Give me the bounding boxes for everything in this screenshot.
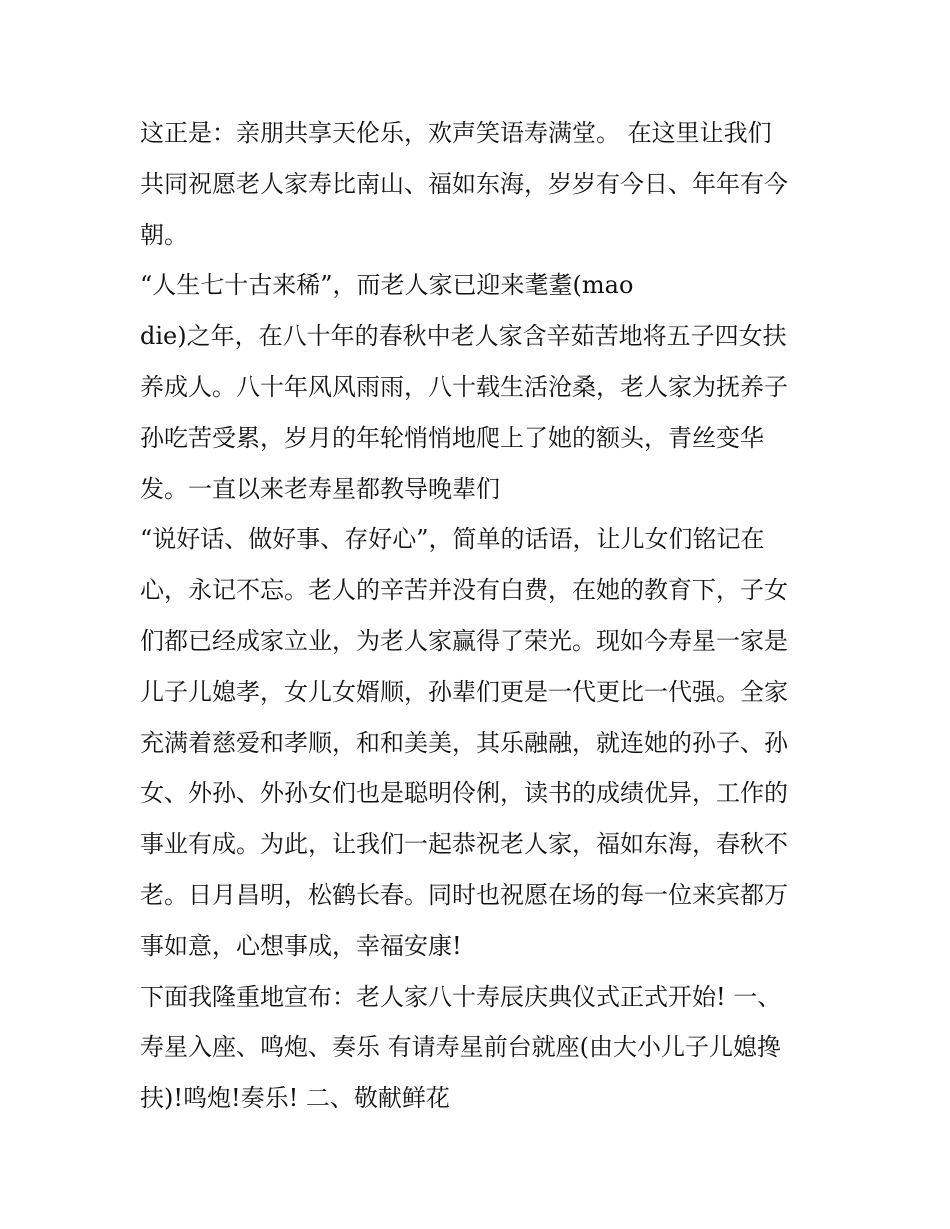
text-line: 老。日月昌明，松鹤长春。同时也祝愿在场的每一位来宾都万: [140, 880, 788, 909]
body-text: [140, 108, 820, 1124]
text-line: 寿星入座、鸣炮、奏乐 有请寿星前台就座(由大小儿子儿媳搀: [140, 1033, 781, 1062]
text-line: 充满着慈爱和孝顺，和和美美，其乐融融，就连她的孙子、孙: [140, 728, 788, 757]
text-line: 孙吃苦受累，岁月的年轮悄悄地爬上了她的额头，青丝变华: [140, 423, 764, 452]
text-line: 朝。: [140, 220, 188, 249]
text-line: “人生七十古来稀”，而老人家已迎来耄耋(mao: [140, 271, 634, 300]
text-line: 扶)!鸣炮!奏乐! 二、敬献鲜花: [140, 1084, 450, 1113]
text-line: 事如意，心想事成，幸福安康!: [140, 931, 462, 960]
text-line: 养成人。八十年风风雨雨，八十载生活沧桑，老人家为抚养子: [140, 372, 788, 401]
text-line: die)之年，在八十年的春秋中老人家含辛茹苦地将五子四女扶: [140, 322, 787, 351]
text-line: 心，永记不忘。老人的辛苦并没有白费，在她的教育下，子女: [140, 576, 788, 605]
text-line: 这正是：亲朋共享天伦乐，欢声笑语寿满堂。 在这里让我们: [140, 119, 772, 147]
text-line: 儿子儿媳孝，女儿女婿顺，孙辈们更是一代更比一代强。全家: [140, 677, 788, 706]
text-line: 女、外孙、外孙女们也是聪明伶俐，读书的成绩优异，工作的: [140, 779, 788, 808]
text-line: 们都已经成家立业，为老人家赢得了荣光。现如今寿星一家是: [140, 626, 788, 655]
text-line: 共同祝愿老人家寿比南山、福如东海，岁岁有今日、年年有今: [140, 169, 788, 198]
text-line: 事业有成。为此，让我们一起恭祝老人家，福如东海，春秋不: [140, 830, 788, 859]
text-line: 发。一直以来老寿星都教导晚辈们: [140, 474, 500, 503]
text-line: “说好话、做好事、存好心”，简单的话语，让儿女们铭记在: [140, 525, 765, 554]
text-line: 下面我隆重地宣布：老人家八十寿辰庆典仪式正式开始! 一、: [140, 982, 782, 1011]
